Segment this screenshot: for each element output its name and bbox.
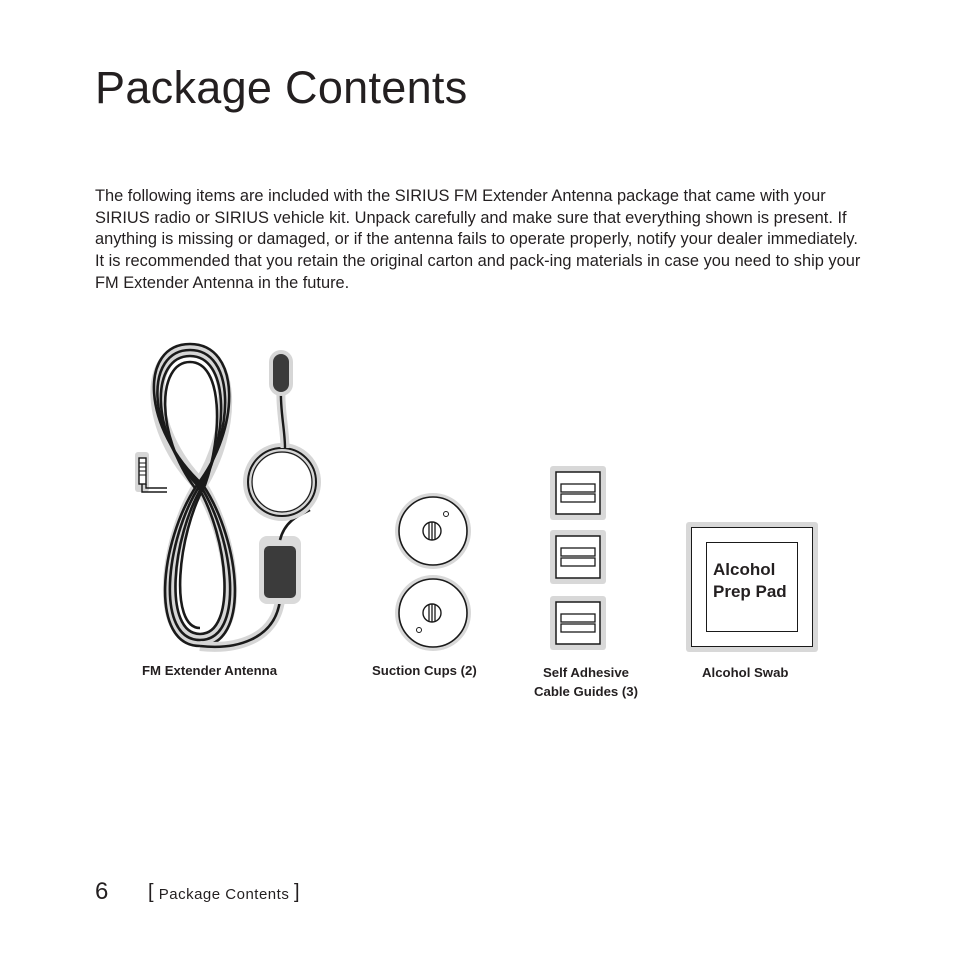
page-number: 6	[95, 878, 109, 905]
caption-suction-cups: Suction Cups (2)	[372, 663, 477, 678]
fm-antenna-illustration	[125, 340, 335, 660]
caption-cable-guides-line2: Cable Guides (3)	[533, 684, 639, 699]
cable-guides-illustration	[548, 464, 608, 654]
footer-bracket-open: [	[148, 881, 155, 903]
swab-label-line2: Prep Pad	[713, 582, 787, 601]
suction-cups-illustration	[390, 490, 476, 654]
caption-alcohol-swab: Alcohol Swab	[702, 665, 789, 680]
intro-paragraph: The following items are included with the SIRIUS FM Extender Antenna package that came with your SIRIUS radio or SIRIUS vehicle kit. Unpack carefully and make sure that everything shown is present. If anything is missing or damaged, or if the antenna fails to operate properly, notify your dealer immediately. It is recommended that you retain the original carton and pack-ing materials in case you need to ship your FM Extender Antenna in the future.	[95, 187, 861, 292]
alcohol-swab-illustration	[686, 522, 818, 652]
caption-fm-antenna: FM Extender Antenna	[142, 663, 278, 678]
caption-cable-guides-line1: Self Adhesive	[543, 665, 629, 680]
caption-cable-guides	[524, 663, 648, 701]
footer-section-text: Package Contents	[158, 886, 290, 903]
page-title: Package Contents	[95, 62, 468, 113]
footer-bracket-close: ]	[293, 881, 301, 903]
footer-section-label	[148, 882, 300, 905]
swab-label-line1: Alcohol	[713, 560, 776, 579]
